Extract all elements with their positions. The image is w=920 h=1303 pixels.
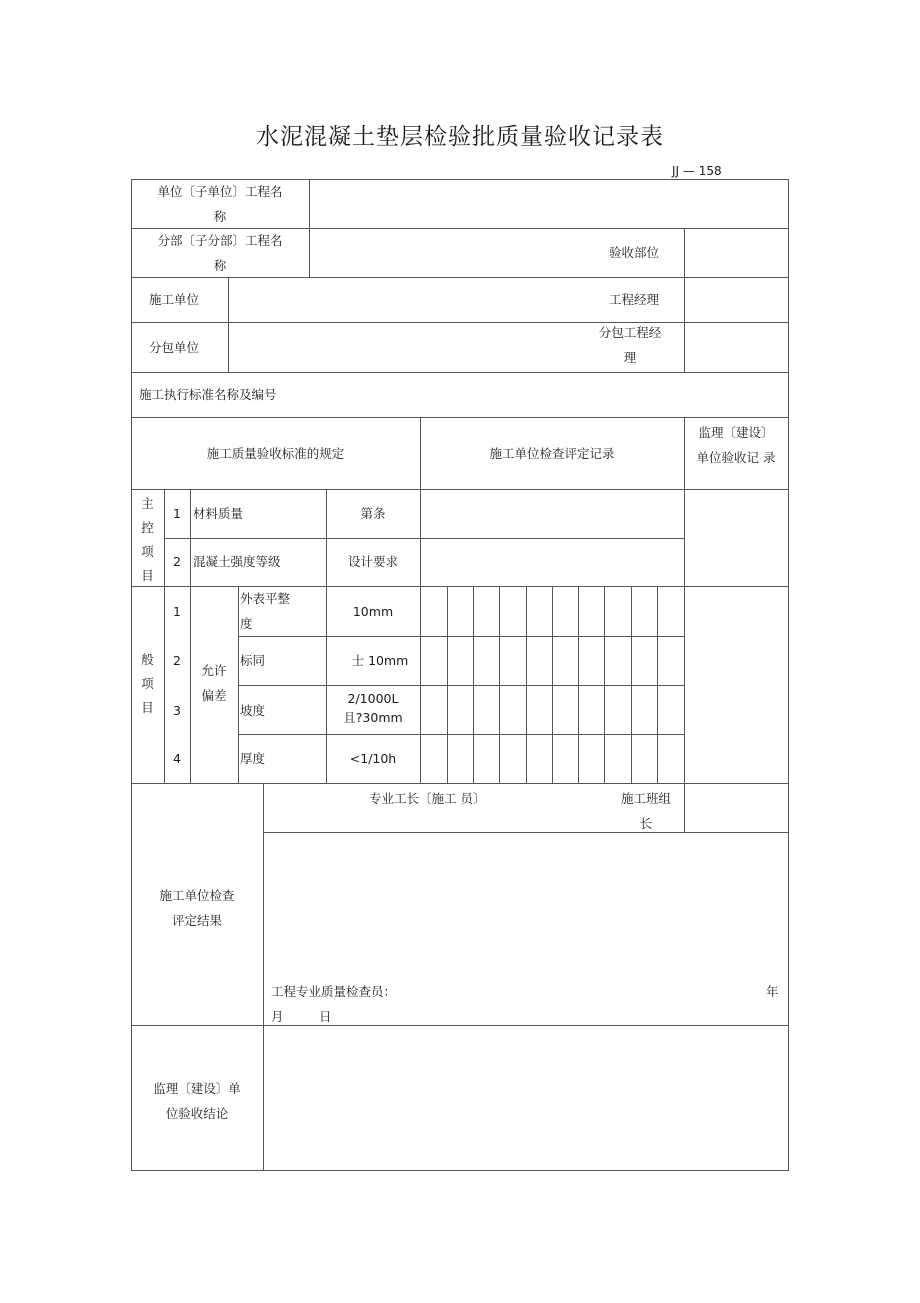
h-line bbox=[238, 636, 684, 637]
result-label: 施工单位检查 评定结果 bbox=[159, 888, 235, 928]
v-line bbox=[326, 489, 327, 784]
main-item-no: 1 bbox=[173, 506, 181, 521]
h-line bbox=[131, 586, 789, 587]
main-item-name: 材料质量 bbox=[193, 506, 244, 521]
conclusion-label: 监理〔建设〕单 位验收结论 bbox=[153, 1081, 241, 1121]
unit-check-record-header: 施工单位检查评定记录 bbox=[489, 446, 615, 461]
v-line bbox=[684, 228, 685, 373]
standard-name-label: 施工执行标准名称及编号 bbox=[139, 387, 277, 402]
main-item-name: 混凝土强度等级 bbox=[193, 554, 281, 569]
general-items-label: 般 项 目 bbox=[141, 652, 154, 715]
general-item-no: 4 bbox=[173, 751, 181, 766]
h-line bbox=[131, 417, 789, 418]
form-code: JJ — 158 bbox=[672, 164, 722, 178]
v-line bbox=[263, 783, 264, 1171]
v-line bbox=[684, 417, 685, 784]
general-item-name: 坡度 bbox=[240, 703, 266, 718]
main-items-label: 主 控 项 目 bbox=[141, 496, 154, 583]
v-line bbox=[164, 489, 165, 784]
general-item-no: 3 bbox=[173, 703, 181, 718]
unit-project-name-label: 单位〔子单位〕工程名 称 bbox=[157, 184, 283, 224]
table-border-bottom bbox=[131, 1170, 789, 1171]
v-line bbox=[228, 277, 229, 373]
h-line bbox=[131, 322, 789, 323]
grid-line bbox=[631, 586, 632, 784]
general-item-name: 标同 bbox=[240, 653, 266, 668]
year-label: 年 bbox=[766, 984, 779, 999]
general-item-no: 2 bbox=[173, 653, 181, 668]
inspector-label: 工程专业质量检查员： bbox=[271, 984, 397, 999]
page-title: 水泥混凝土垫层检验批质量验收记录表 bbox=[256, 124, 664, 150]
h-line bbox=[238, 685, 684, 686]
grid-line bbox=[473, 586, 474, 784]
grid-line bbox=[578, 586, 579, 784]
h-line bbox=[131, 783, 789, 784]
team-leader-label: 施工班组 长 bbox=[620, 791, 671, 831]
month-label: 月 bbox=[271, 1009, 284, 1024]
general-item-name: 厚度 bbox=[240, 751, 266, 766]
supervision-record-header: 监理〔建设〕 单位验收记 录 bbox=[696, 425, 776, 465]
general-item-name: 外表平整 度 bbox=[240, 591, 291, 631]
v-line bbox=[190, 489, 191, 784]
h-line bbox=[263, 832, 789, 833]
acceptance-part-label: 验收部位 bbox=[609, 245, 660, 260]
main-item-no: 2 bbox=[173, 554, 181, 569]
general-item-requirement: <1/10h bbox=[349, 751, 397, 766]
tolerance-label: 允许 偏差 bbox=[201, 663, 227, 703]
grid-line bbox=[447, 586, 448, 784]
grid-line bbox=[604, 586, 605, 784]
general-item-requirement: 10mm bbox=[352, 604, 394, 619]
main-item-requirement: 设计要求 bbox=[347, 554, 398, 569]
grid-line bbox=[499, 586, 500, 784]
project-manager-label: 工程经理 bbox=[609, 292, 660, 307]
general-item-no: 1 bbox=[173, 604, 181, 619]
v-line bbox=[309, 179, 310, 278]
h-line bbox=[238, 734, 684, 735]
main-item-requirement: 第条 bbox=[360, 506, 386, 521]
h-line bbox=[131, 1025, 789, 1026]
quality-standard-header: 施工质量验收标准的规定 bbox=[206, 446, 345, 461]
h-line bbox=[131, 489, 789, 490]
sub-project-name-label: 分部〔子分部〕工程名 称 bbox=[157, 233, 283, 273]
grid-line bbox=[552, 586, 553, 784]
general-item-requirement: 士 10mm bbox=[351, 653, 409, 668]
subcontract-unit-label: 分包单位 bbox=[148, 340, 199, 355]
general-item-requirement: 2/1000L 且?30mm bbox=[343, 691, 403, 725]
construction-unit-label: 施工单位 bbox=[148, 292, 199, 307]
grid-line bbox=[657, 586, 658, 784]
day-label: 日 bbox=[319, 1009, 332, 1024]
table-border-right bbox=[788, 179, 789, 1171]
subcontract-manager-label: 分包工程经 理 bbox=[598, 325, 662, 365]
grid-line bbox=[526, 586, 527, 784]
v-line bbox=[238, 586, 239, 784]
foreman-label: 专业工长〔施工 员〕 bbox=[369, 791, 486, 806]
v-line bbox=[420, 417, 421, 784]
h-line bbox=[164, 538, 684, 539]
h-line bbox=[131, 372, 789, 373]
